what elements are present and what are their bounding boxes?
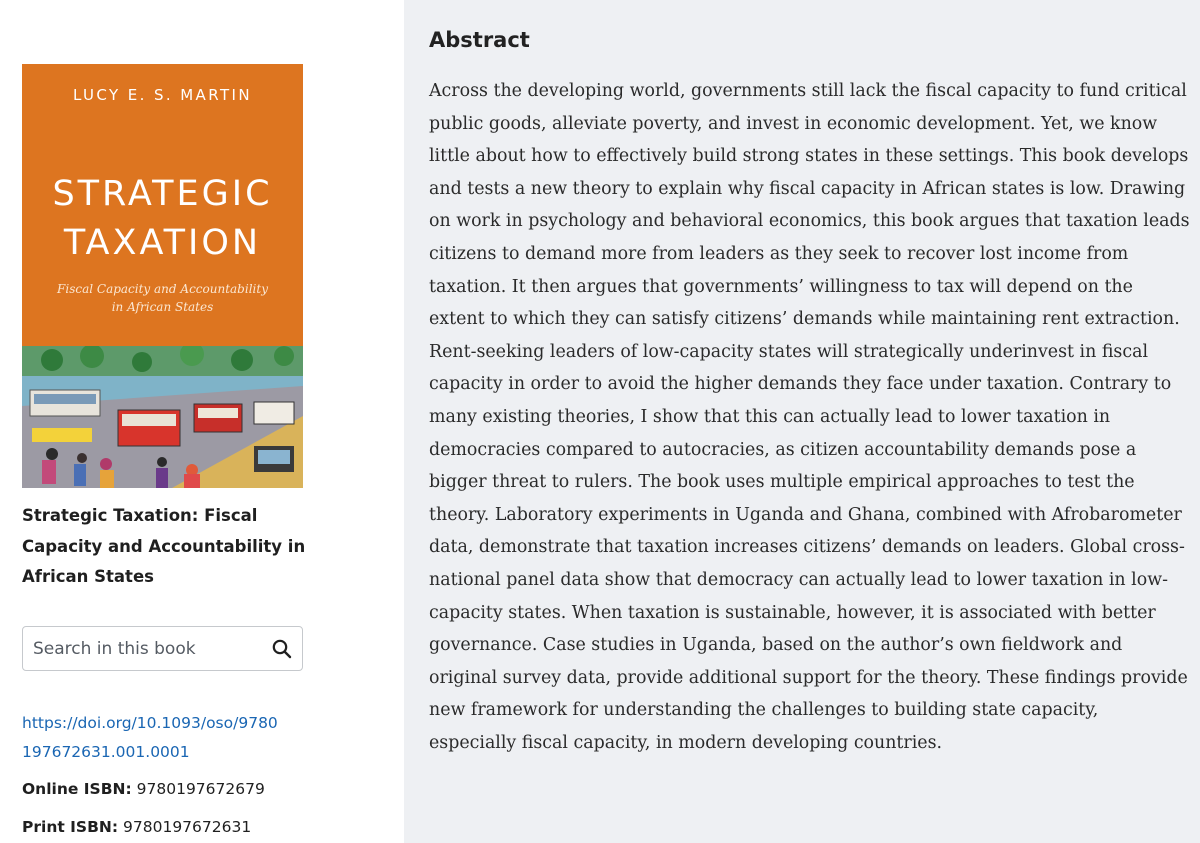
print-isbn-label: Print ISBN:	[22, 818, 119, 836]
cover-subtitle-line: Fiscal Capacity and Accountability	[57, 282, 268, 296]
search-input[interactable]	[33, 627, 263, 670]
online-isbn-label: Online ISBN:	[22, 780, 132, 798]
cover-subtitle	[42, 280, 283, 316]
abstract-text: Across the developing world, governments still lack the fiscal capacity to fund critical public goods, alleviate poverty, and invest in economic development. Yet, we know little about how to effectively build strong states in these settings. This book develops and tests a new theory to explain why fiscal capacity in African states is low. Drawing on work in psychology and behavioral economics, this book argues that taxation leads citizens to demand more from leaders as they seek to recover lost income from taxation. It then argues that governments’ willingness to tax will depend on the extent to which they can satisfy citizens’ demands while maintaining rent extraction. Rent-seeking leaders of low-capacity states will strategically underinvest in fiscal capacity in order to avoid the higher demands they face under taxation. Contrary to many existing theories, I show that this can actually lead to lower taxation in democracies compared to autocracies, as citizen accountability demands pose a bigger threat to rulers. The book uses multiple empirical approaches to test the theory. Laboratory experiments in Uganda and Ghana, combined with Afrobarometer data, demonstrate that taxation increases citizens’ demands on leaders. Global cross-national panel data show that democracy can actually lead to lower taxation in low-capacity states. When taxation is sustainable, however, it is associated with better governance. Case studies in Uganda, based on the author’s own fieldwork and original survey data, provide additional support for the theory. These findings provide new framework for understanding the challenges to building state capacity, especially fiscal capacity, in modern developing countries.	[429, 81, 1190, 753]
book-sidebar	[0, 0, 404, 843]
search-icon	[272, 639, 292, 659]
cover-title-line: STRATEGIC	[52, 174, 273, 214]
abstract-panel	[404, 0, 1200, 843]
online-isbn-value: 9780197672679	[136, 780, 265, 798]
print-isbn	[22, 818, 251, 836]
cover-subtitle-line: in African States	[111, 300, 214, 314]
cover-title	[22, 170, 303, 268]
book-search	[22, 626, 303, 671]
search-button[interactable]	[268, 635, 296, 663]
cover-author: LUCY E. S. MARTIN	[73, 86, 252, 104]
book-title: Strategic Taxation: Fiscal Capacity and Accountability in African States	[22, 506, 306, 586]
abstract-heading: Abstract	[429, 28, 530, 52]
cover-street-illustration	[22, 346, 303, 488]
book-cover[interactable]	[22, 64, 303, 488]
print-isbn-value: 9780197672631	[123, 818, 252, 836]
cover-title-line: TAXATION	[63, 223, 262, 263]
online-isbn	[22, 780, 265, 798]
doi-link[interactable]: https://doi.org/10.1093/oso/9780197672631.001.0001	[22, 714, 278, 761]
